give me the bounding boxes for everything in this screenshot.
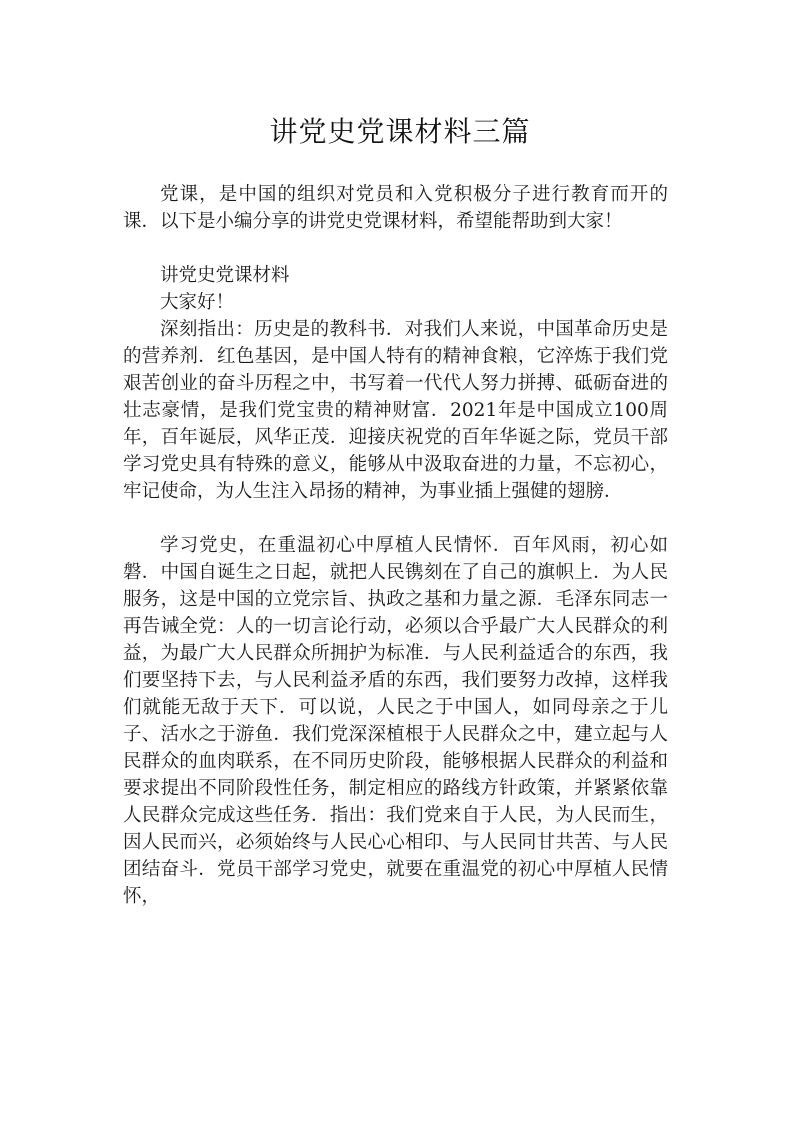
greeting-paragraph: 大家好！ — [160, 292, 235, 313]
section-heading: 讲党史党课材料 — [160, 265, 290, 286]
document-body — [123, 181, 668, 910]
body-paragraph-1: 深刻指出：历史是的教科书．对我们人来说，中国革命历史是的营养剂．红色基因，是中国人特有的精神食粮，它淬炼于我们党艰苦创业的奋斗历程之中，书写着一代代人努力拼搏、砥砺奋进的壮志豪情，是我们党宝贵的精神财富．2021年是中国成立100周年，百年诞辰，风华正茂．迎接庆祝党的百年华诞之际，党员干部学习党史具有特殊的意义，能够从中汲取奋进的力量，不忘初心，牢记使命，为人生注入昂扬的精神，为事业插上强健的翅膀． — [123, 319, 668, 502]
paragraph-spacer — [123, 505, 668, 532]
intro-paragraph: 党课，是中国的组织对党员和入党积极分子进行教育而开的课．以下是小编分享的讲党史党课材料，希望能帮助到大家！ — [123, 184, 668, 232]
body-paragraph-2: 学习党史，在重温初心中厚植人民情怀．百年风雨，初心如磐．中国自诞生之日起，就把人民镌刻在了自己的旗帜上．为人民服务，这是中国的立党宗旨、执政之基和力量之源．毛泽东同志一再告诫全党：人的一切言论行动，必须以合乎最广大人民群众的利益，为最广大人民群众所拥护为标准．与人民利益适合的东西，我们要坚持下去，与人民利益矛盾的东西，我们要努力改掉，这样我们就能无敌于天下．可以说，人民之于中国人，如同母亲之于儿子、活水之于游鱼．我们党深深植根于人民群众之中，建立起与人民群众的血肉联系，在不同历史阶段，能够根据人民群众的利益和要求提出不同阶段性任务，制定相应的路线方针政策，并紧紧依靠人民群众完成这些任务．指出：我们党来自于人民，为人民而生，因人民而兴，必须始终与人民心心相印、与人民同甘共苦、与人民团结奋斗．党员干部学习党史，就要在重温党的初心中厚植人民情怀， — [123, 535, 668, 907]
document-title: 讲党史党课材料三篇 — [269, 115, 531, 148]
paragraph-spacer — [123, 235, 668, 262]
